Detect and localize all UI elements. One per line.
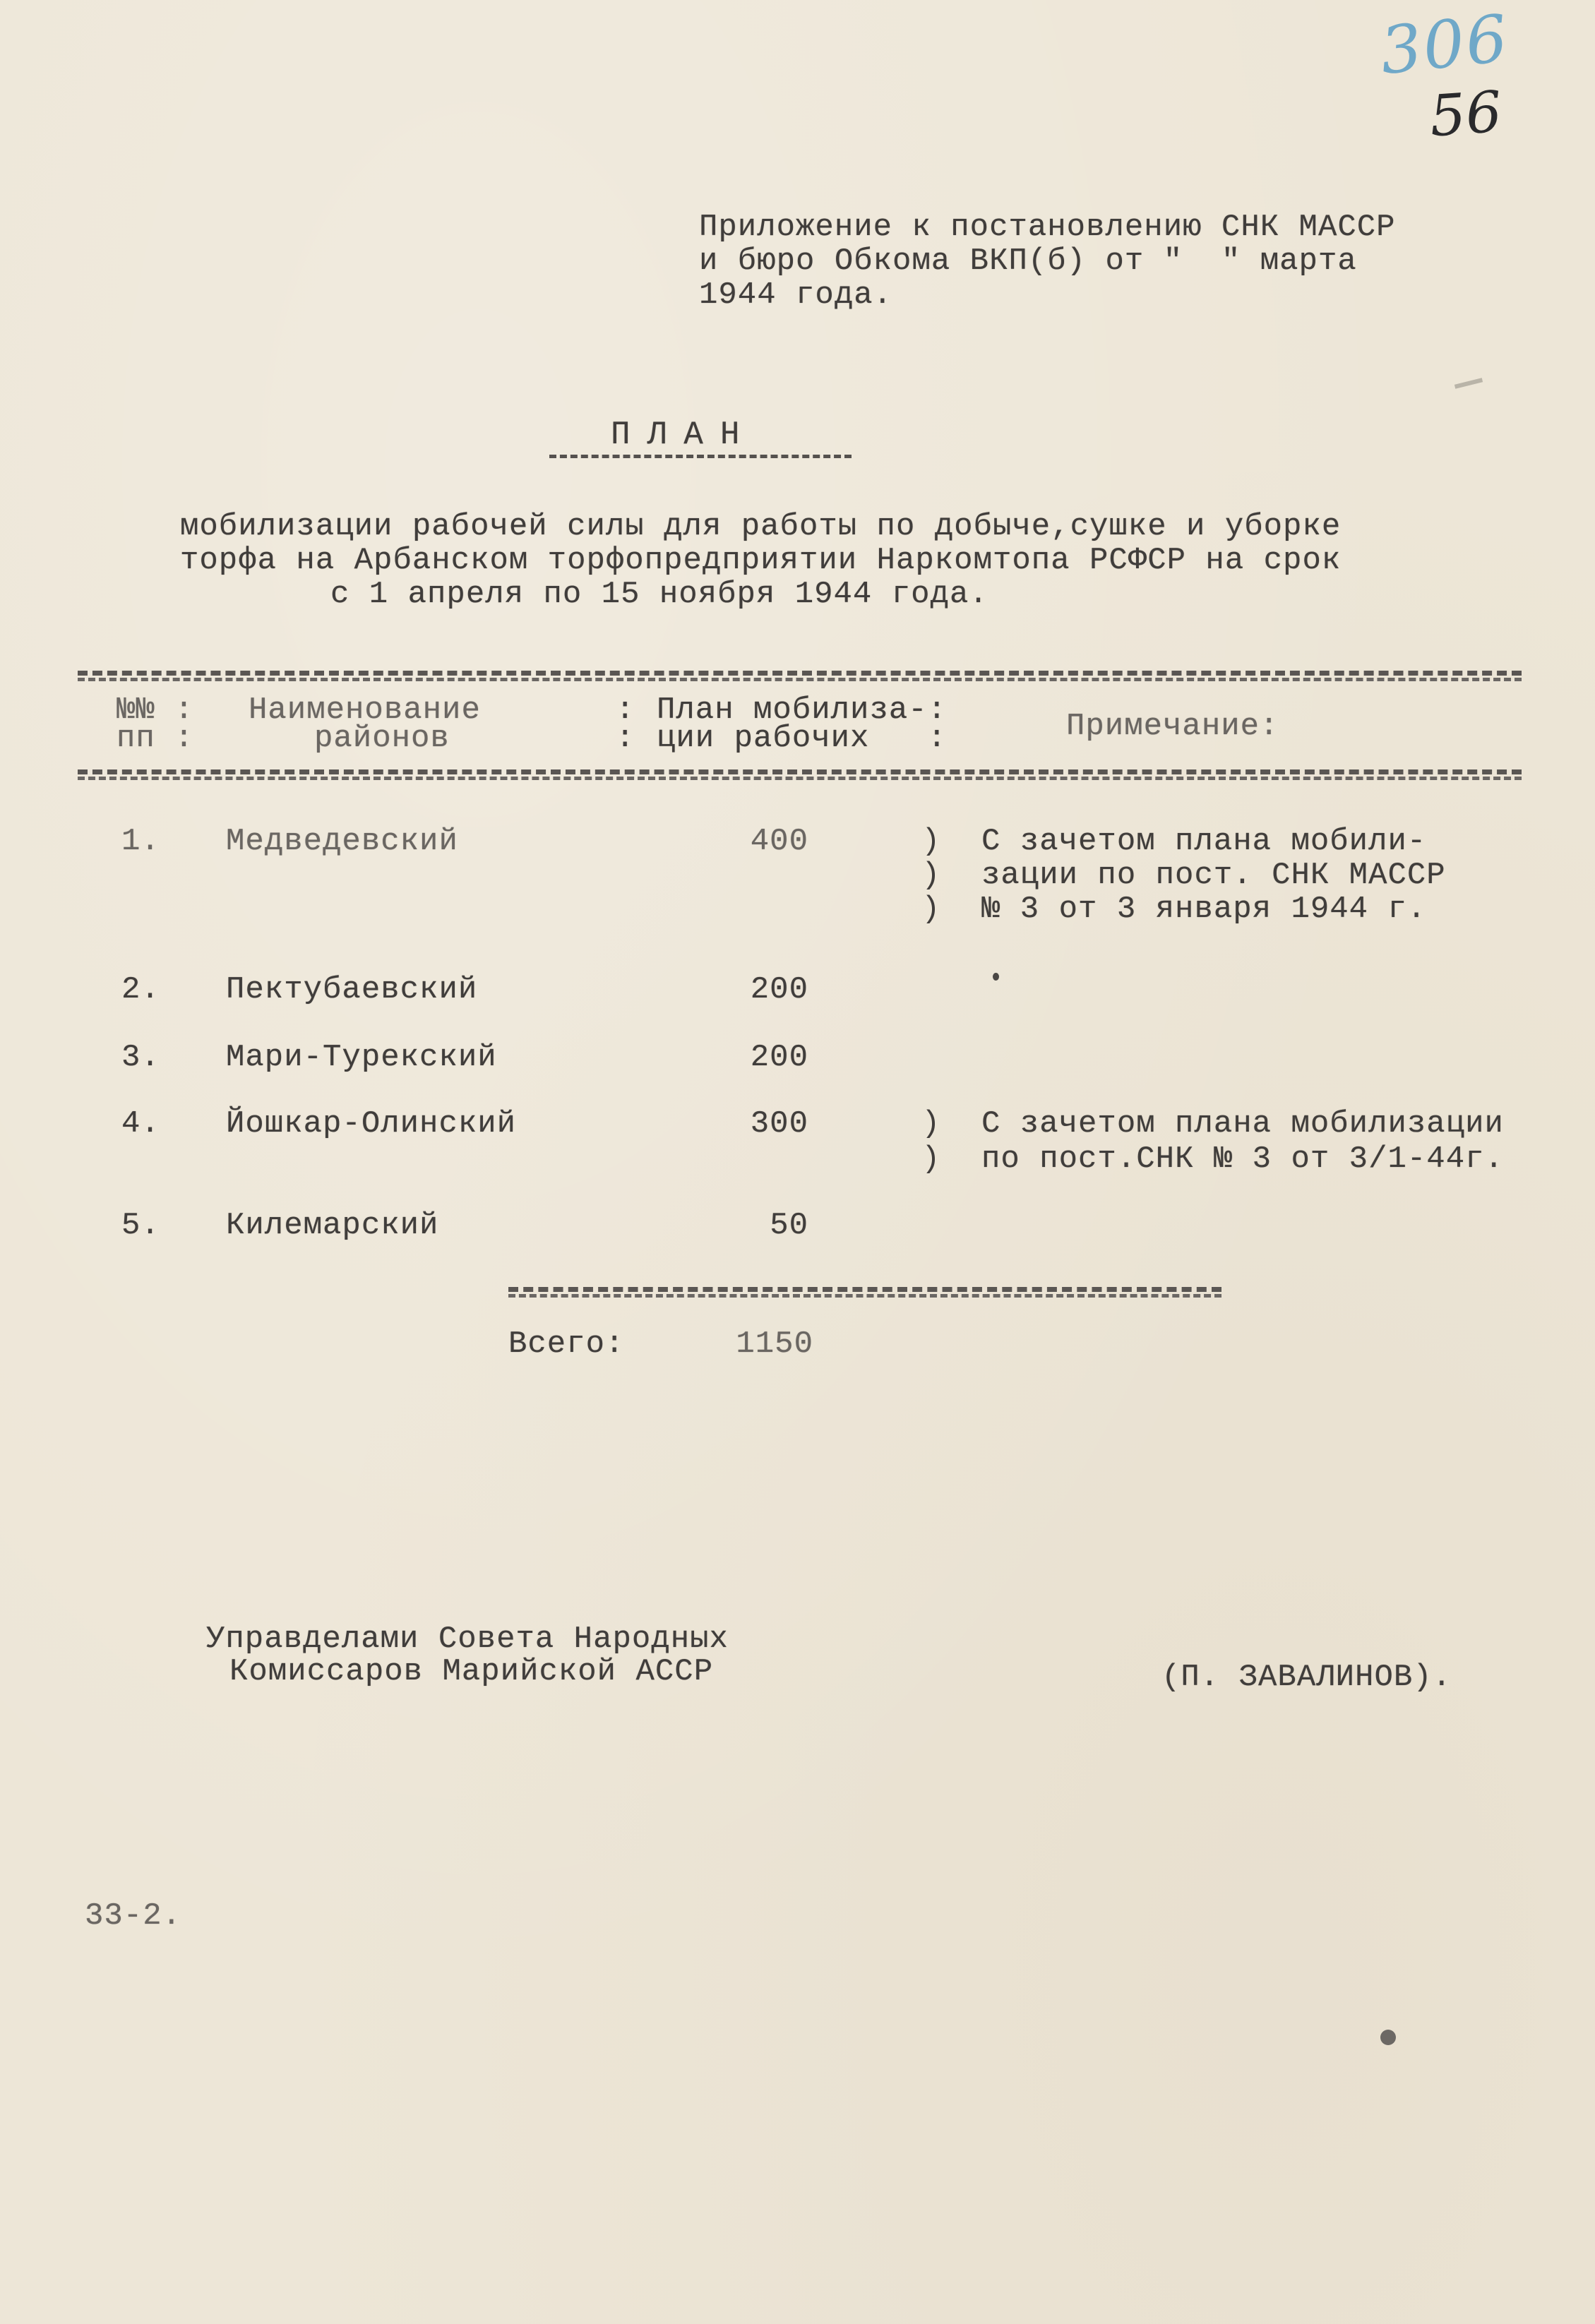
row-note-line-1: С зачетом плана мобили- bbox=[981, 824, 1427, 859]
note-bracket: ) bbox=[921, 858, 940, 893]
subtitle-line-3: с 1 апреля по 15 ноября 1944 года. bbox=[330, 577, 988, 612]
header-sep-2: : bbox=[616, 721, 635, 756]
note-bracket: ) bbox=[921, 824, 940, 859]
subtitle-line-1: мобилизации рабочей силы для работы по добыче,сушке и уборке bbox=[180, 509, 1342, 544]
signatory-name: (П. ЗАВАЛИНОВ). bbox=[1161, 1660, 1452, 1695]
header-num-line-1: №№ : bbox=[117, 693, 194, 728]
header-line-1: Приложение к постановлению СНК МАССР bbox=[699, 210, 1396, 245]
total-value: 1150 bbox=[736, 1326, 813, 1362]
note-bracket: ) bbox=[921, 1106, 940, 1142]
header-note: Примечание: bbox=[1066, 709, 1279, 744]
row-number: 1. bbox=[121, 824, 160, 859]
row-district-name: Медведевский bbox=[226, 824, 458, 859]
note-bracket: ) bbox=[921, 892, 940, 927]
row-district-name: Мари-Турекский bbox=[226, 1040, 497, 1075]
header-line-3: 1944 года. bbox=[699, 277, 893, 313]
row-number: 4. bbox=[121, 1106, 160, 1142]
row-plan-value: 400 bbox=[750, 824, 808, 859]
paper-mark bbox=[1454, 378, 1483, 388]
document-title: ПЛАН bbox=[611, 417, 757, 453]
sheet-number-handwritten: 56 bbox=[1427, 78, 1504, 150]
header-plan-line-1: План мобилиза-: bbox=[657, 693, 948, 728]
row-district-name: Килемарский bbox=[226, 1208, 439, 1243]
total-rule bbox=[508, 1287, 1221, 1292]
header-num-line-2: пп : bbox=[117, 721, 194, 756]
header-name-line-2: районов bbox=[314, 721, 450, 756]
row-number: 3. bbox=[121, 1040, 160, 1075]
signature-title-line-1: Управделами Совета Народных bbox=[206, 1622, 729, 1657]
row-plan-value: 50 bbox=[770, 1208, 808, 1243]
punch-mark bbox=[1380, 2030, 1396, 2045]
row-district-name: Йошкар-Олинский bbox=[226, 1106, 517, 1142]
table-top-rule bbox=[78, 671, 1522, 676]
footer-code: 33-2. bbox=[85, 1898, 182, 1934]
header-name-line-1: Наименование bbox=[249, 693, 481, 728]
archive-number-handwritten: 306 bbox=[1376, 0, 1512, 90]
header-plan-line-2: ции рабочих : bbox=[657, 721, 948, 756]
table-header-rule bbox=[78, 769, 1522, 774]
row-note-line-2: зации по пост. СНК МАССР bbox=[981, 858, 1446, 893]
row-note-line-1: С зачетом плана мобилизации bbox=[981, 1106, 1504, 1142]
row-number: 5. bbox=[121, 1208, 160, 1243]
header-line-2: и бюро Обкома ВКП(б) от " " марта bbox=[699, 244, 1357, 279]
subtitle-line-2: торфа на Арбанском торфопредприятии Наркомтопа РСФСР на срок bbox=[180, 543, 1342, 578]
row-plan-value: 200 bbox=[750, 972, 808, 1007]
ink-dot bbox=[993, 973, 999, 981]
row-district-name: Пектубаевский bbox=[226, 972, 478, 1007]
signature-title-line-2: Комиссаров Марийской АССР bbox=[229, 1654, 714, 1689]
title-underline bbox=[549, 455, 852, 458]
row-plan-value: 300 bbox=[750, 1106, 808, 1142]
row-note-line-3: № 3 от 3 января 1944 г. bbox=[981, 892, 1427, 927]
header-sep-1: : bbox=[616, 693, 635, 728]
row-note-line-2: по пост.СНК № 3 от 3/1-44г. bbox=[981, 1142, 1504, 1177]
row-plan-value: 200 bbox=[750, 1040, 808, 1075]
row-number: 2. bbox=[121, 972, 160, 1007]
total-label: Всего: bbox=[508, 1326, 625, 1362]
note-bracket: ) bbox=[921, 1142, 940, 1177]
